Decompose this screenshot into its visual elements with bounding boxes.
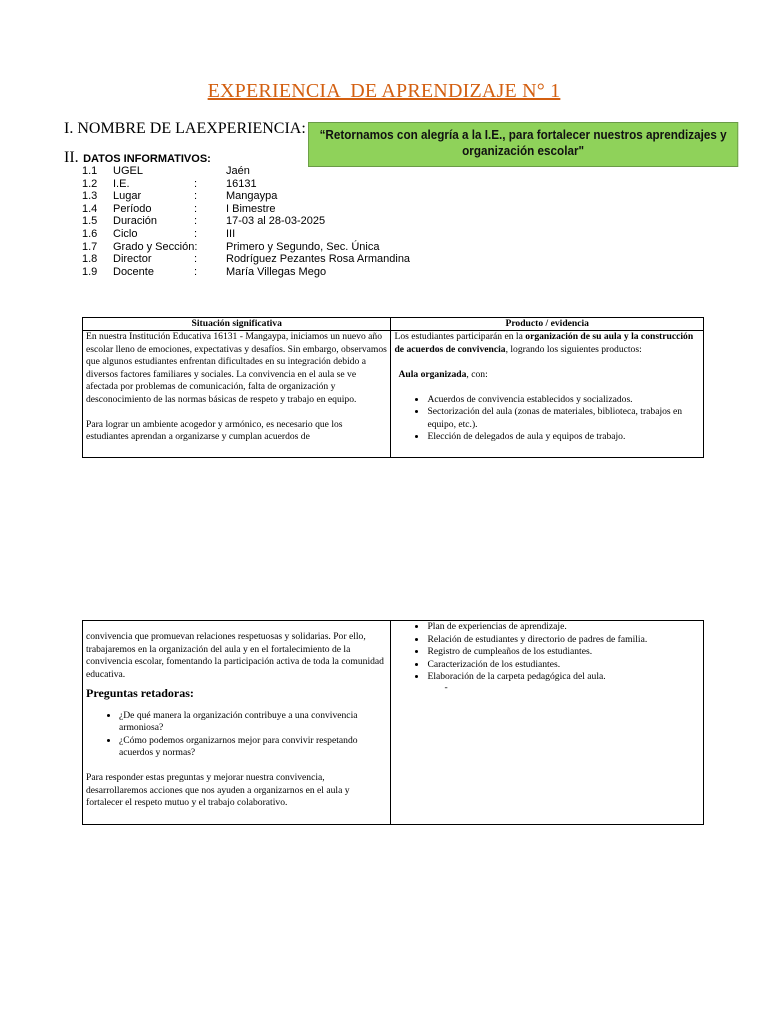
table-header-row (83, 318, 704, 331)
info-colon: : (194, 202, 198, 215)
trailing-dash: - (444, 681, 448, 693)
situation-cell (83, 331, 391, 458)
info-row (82, 253, 582, 266)
page-title: EXPERIENCIA DE APRENDIZAJE N° 1 (207, 80, 561, 102)
info-label: Lugar (113, 190, 142, 203)
situation-cell-continued (83, 621, 391, 825)
info-num: 1.2 (82, 177, 98, 190)
info-label: Período (113, 202, 152, 215)
info-label: Docente (113, 265, 154, 278)
aula-bold: Aula organizada (398, 368, 467, 380)
info-value: 16131 (226, 177, 257, 190)
info-row (82, 228, 582, 241)
info-value: III (226, 227, 236, 240)
info-colon: : (194, 215, 198, 228)
info-row (82, 190, 582, 203)
info-row (82, 215, 582, 228)
info-row (82, 266, 582, 279)
product-intro-post: , logrando los siguientes productos: (505, 343, 642, 355)
questions-list (86, 710, 387, 760)
list-item: • ¿Cómo podemos organizarnos mejor para convivir respetando acuerdos y normas? (119, 735, 387, 760)
list-item: • ¿De qué manera la organización contribuye a una convivencia armoniosa? (119, 710, 387, 735)
experience-table-part2 (82, 620, 704, 825)
situation-paragraph-2-cont: convivencia que promuevan relaciones respetuosas y solidarias. Por ello, trabajaremos en la organización del aula y en el fortalecimiento de la convivencia escolar, fomentando la participación activa de toda la comunidad educativa. (86, 631, 384, 680)
list-item: • Elaboración de la carpeta pedagógica del aula. (427, 671, 700, 684)
questions-title: Preguntas retadoras: (86, 686, 194, 700)
info-num: 1.9 (82, 265, 98, 278)
info-num: 1.1 (82, 165, 98, 177)
list-item: • Relación de estudiantes y directorio de padres de familia. (427, 634, 700, 647)
info-label: Director (113, 253, 152, 266)
products-list-2 (394, 621, 700, 684)
list-item: • Registro de cumpleaños de los estudiantes. (427, 646, 700, 659)
info-num: 1.8 (82, 253, 98, 266)
info-colon: : (194, 177, 198, 190)
list-item: • Elección de delegados de aula y equipos de trabajo. (427, 431, 700, 444)
info-num: 1.7 (82, 240, 98, 253)
product-cell-continued (391, 621, 704, 825)
info-label: I.E. (113, 177, 130, 190)
info-row (82, 241, 582, 254)
info-colon: : (194, 265, 198, 278)
aula-post: , con: (466, 368, 488, 380)
table-row (83, 331, 704, 458)
info-value: Primero y Segundo, Sec. Única (226, 240, 380, 253)
situation-paragraph-1: En nuestra Institución Educativa 16131 - Mangaypa, iniciamos un nuevo año escolar lleno de emociones, expectativas y desafíos. Sin embargo, observamos que algunos estudiantes enfrentan dificultades en su integración debido a diversos factores familiares y sociales. La convivencia en el aula se ve afectada por problemas de comunicación, falta de organización y desconocimiento de las normas básicas de respeto y trabajo en equipo. (86, 331, 387, 405)
list-item: • Caracterización de los estudiantes. (427, 659, 700, 672)
closing-paragraph: Para responder estas preguntas y mejorar nuestra convivencia, desarrollaremos acciones que nos ayuden a organizarnos en el aula y fortalecer el respeto mutuo y el trabajo colaborativo. (86, 772, 350, 808)
info-value: María Villegas Mego (226, 265, 327, 278)
section-2-label: DATOS INFORMATIVOS: (83, 153, 211, 165)
info-label: UGEL (113, 165, 143, 177)
info-value: Rodríguez Pezantes Rosa Armandina (226, 253, 411, 266)
info-num: 1.6 (82, 227, 98, 240)
info-colon: : (194, 227, 198, 240)
product-cell (391, 331, 704, 458)
situation-paragraph-2: Para lograr un ambiente acogedor y armónico, es necesario que los estudiantes aprendan a organizarse y cumplan acuerdos de (86, 418, 343, 442)
experience-table-part1 (82, 317, 704, 458)
info-colon: : (194, 253, 198, 266)
experience-name-box: “Retornamos con alegría a la I.E., para fortalecer nuestros aprendizajes y organización escolar" (308, 122, 738, 167)
section-1-heading: I. NOMBRE DE LAEXPERIENCIA: (64, 120, 306, 137)
info-value: I Bimestre (226, 202, 276, 215)
list-item: • Sectorización del aula (zonas de materiales, biblioteca, trabajos en equipo, etc.). (427, 406, 700, 431)
header-product: Producto / evidencia (391, 318, 704, 331)
info-row (82, 178, 582, 191)
info-value: Mangaypa (226, 190, 278, 203)
aula-organizada (394, 369, 700, 382)
info-label: Duración (113, 215, 158, 228)
info-label: Grado y Sección: (113, 240, 198, 253)
section-2-number: II. (64, 149, 79, 166)
info-num: 1.5 (82, 215, 98, 228)
header-situation: Situación significativa (83, 318, 391, 331)
info-row (82, 165, 582, 178)
info-num: 1.4 (82, 202, 98, 215)
product-intro-pre: Los estudiantes participarán en la (394, 331, 526, 342)
table-row (83, 621, 704, 825)
info-list (82, 165, 582, 278)
list-item: • Plan de experiencias de aprendizaje. (427, 621, 700, 634)
product-intro (394, 331, 700, 356)
products-list-1 (394, 394, 700, 444)
info-label: Ciclo (113, 227, 138, 240)
info-row (82, 203, 582, 216)
info-colon: : (194, 190, 198, 203)
product-intro-bold: organización de su aula y la construcción de acuerdos de convivencia (394, 331, 694, 355)
info-value: 17-03 al 28-03-2025 (226, 215, 326, 228)
info-num: 1.3 (82, 190, 98, 203)
info-value: Jaén (226, 165, 250, 177)
list-item: • Acuerdos de convivencia establecidos y socializados. (427, 394, 700, 407)
